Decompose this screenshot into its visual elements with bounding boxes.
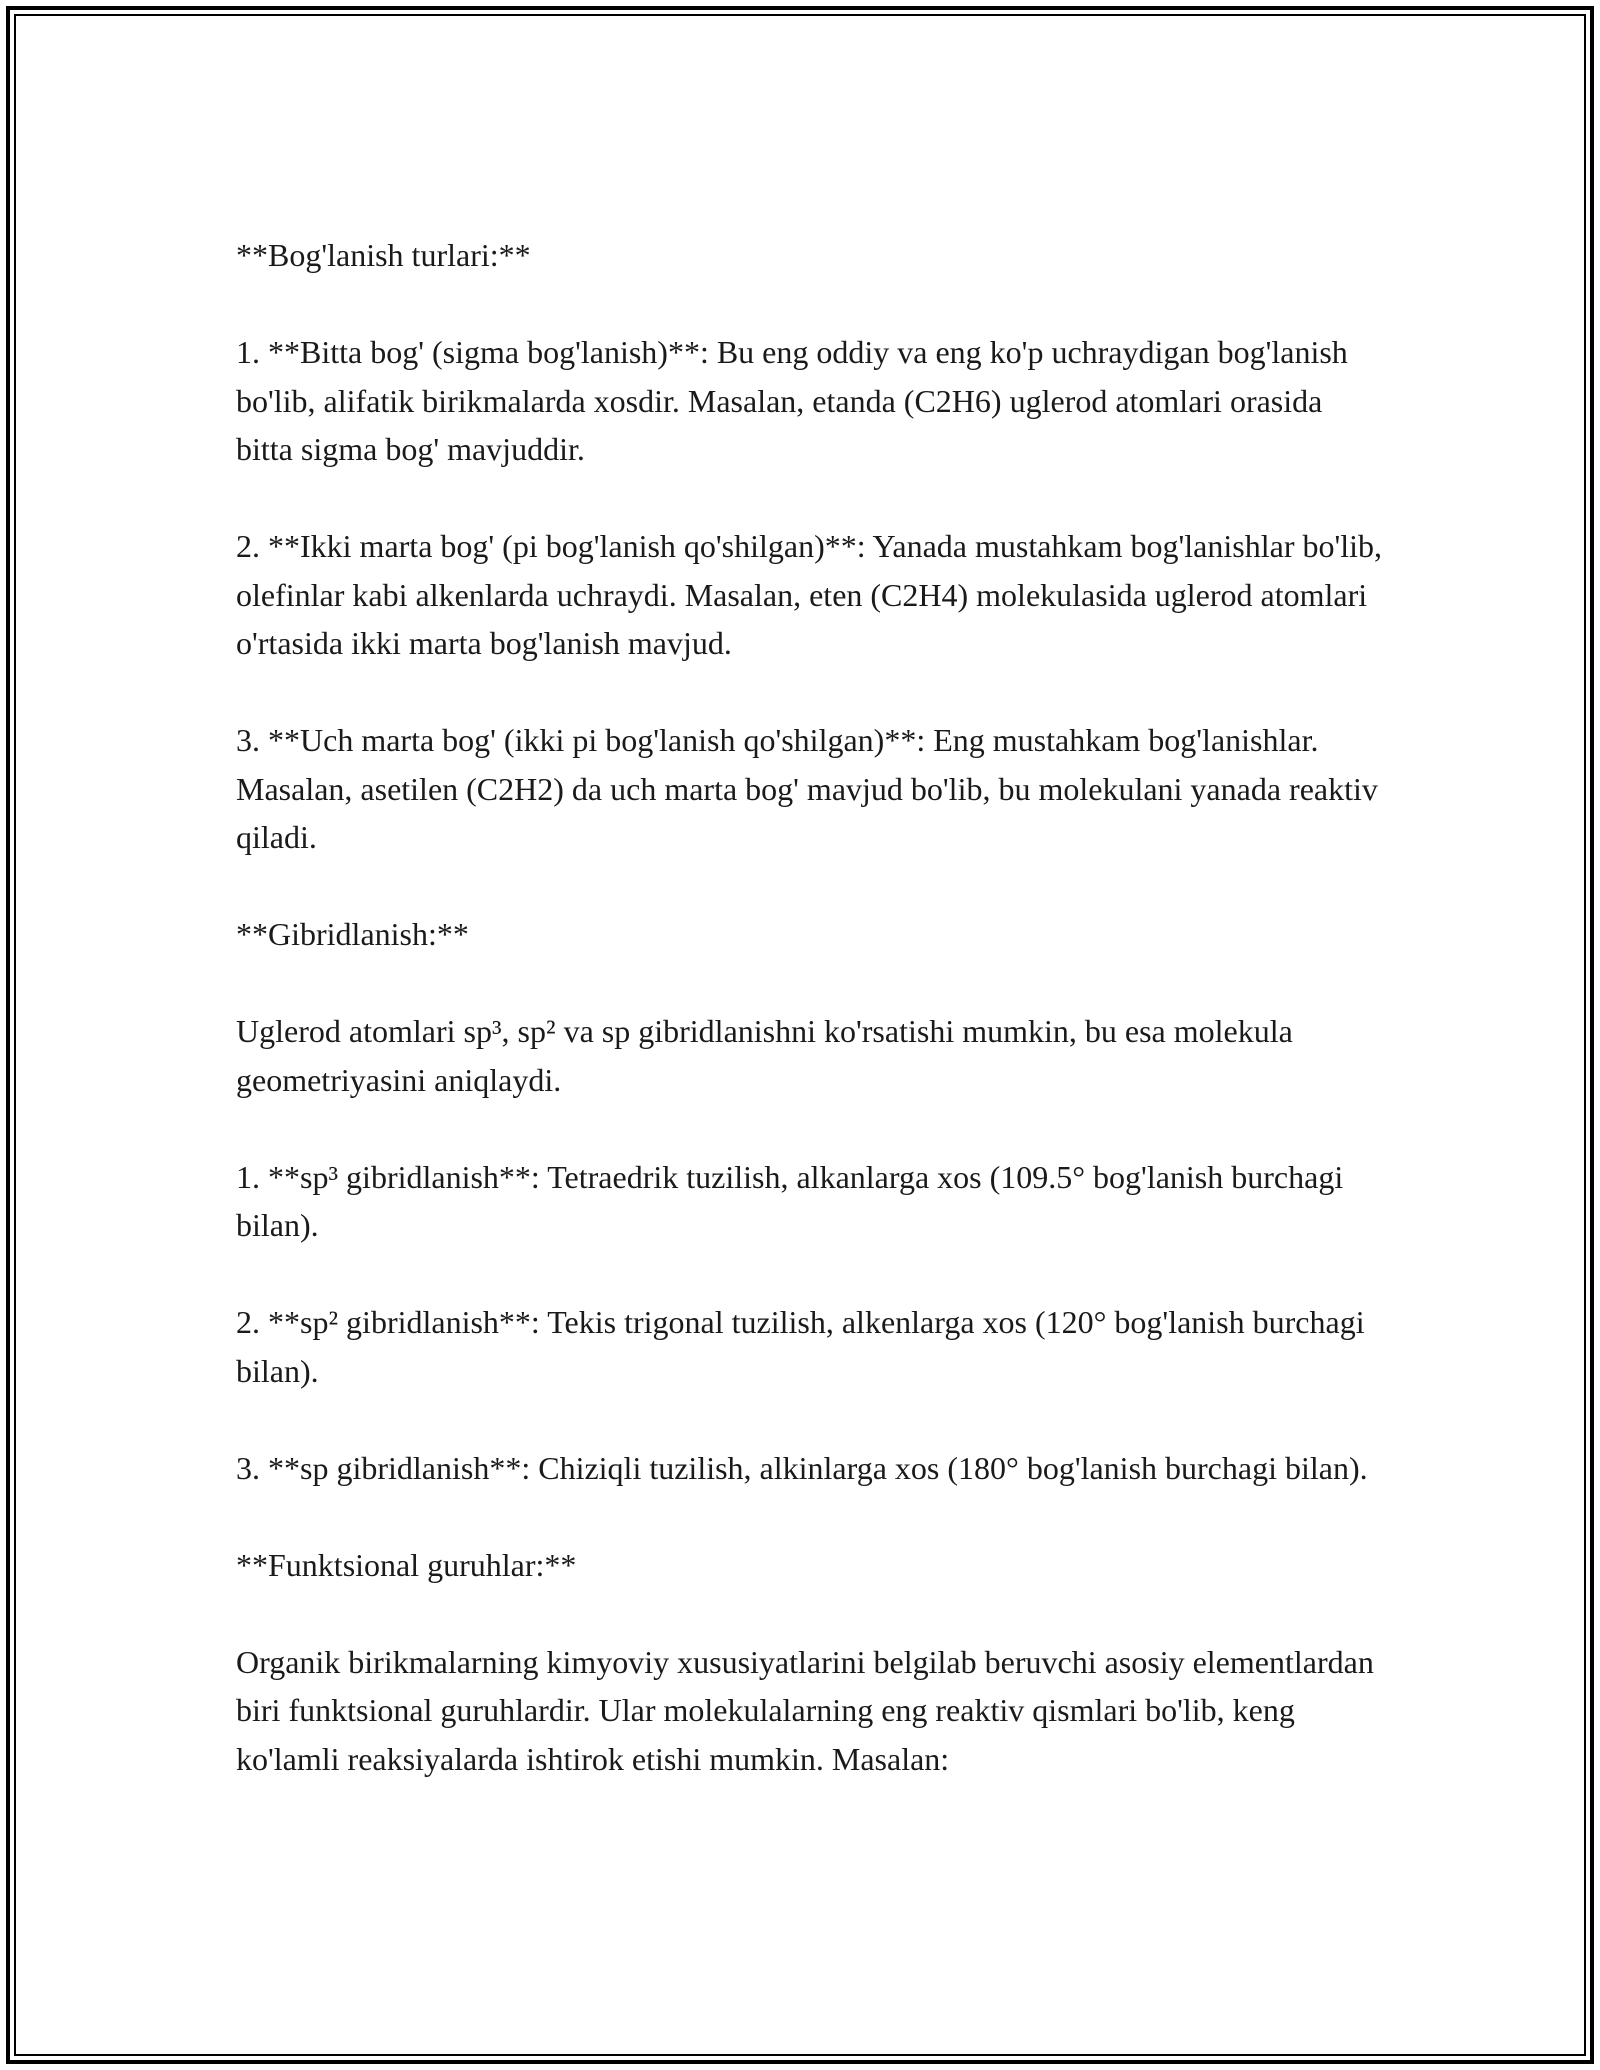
paragraph-sp2: 2. **sp² gibridlanish**: Tekis trigonal tuzilish, alkenlarga xos (120° bog'lanish burchagi bilan). xyxy=(236,1304,1365,1389)
heading-bond-types: **Bog'lanish turlari:** xyxy=(236,237,531,273)
paragraph-single-bond: 1. **Bitta bog' (sigma bog'lanish)**: Bu eng oddiy va eng ko'p uchraydigan bog'lanish bo'lib, alifatik birikmalarda xosdir. Masalan, etanda (C2H6) uglerod atomlari orasida bitta sigma bog' mavjuddir. xyxy=(236,334,1348,467)
paragraph-double-bond: 2. **Ikki marta bog' (pi bog'lanish qo'shilgan)**: Yanada mustahkam bog'lanishlar bo'lib, olefinlar kabi alkenlarda uchraydi. Masalan, eten (C2H4) molekulasida uglerod atomlari o'rtasida ikki marta bog'lanish mavjud. xyxy=(236,528,1383,661)
document-body xyxy=(236,231,1386,1832)
heading-functional-groups: **Funktsional guruhlar:** xyxy=(236,1546,577,1583)
paragraph-triple-bond: 3. **Uch marta bog' (ikki pi bog'lanish qo'shilgan)**: Eng mustahkam bog'lanishlar. Masalan, asetilen (C2H2) da uch marta bog' mavjud bo'lib, bu molekulani yanada reaktiv qiladi. xyxy=(236,722,1378,855)
heading-hybridization: **Gibridlanish:** xyxy=(236,916,469,952)
paragraph-sp3: 1. **sp³ gibridlanish**: Tetraedrik tuzilish, alkanlarga xos (109.5° bog'lanish burchagi bilan). xyxy=(236,1158,1344,1243)
paragraph-hybridization-intro: Uglerod atomlari sp³, sp² va sp gibridlanishni ko'rsatishi mumkin, bu esa molekula geometriyasini aniqlaydi. xyxy=(236,1013,1293,1098)
paragraph-functional-groups: Organik birikmalarning kimyoviy xususiyatlarini belgilab beruvchi asosiy elementlardan biri funktsional guruhlardir. Ular molekulalarning eng reaktiv qismlari bo'lib, keng ko'lamli reaksiyalarda ishtirok etishi mumkin. Masalan: xyxy=(236,1643,1374,1777)
paragraph-sp: 3. **sp gibridlanish**: Chiziqli tuzilish, alkinlarga xos (180° bog'lanish burchagi bilan). xyxy=(236,1449,1368,1486)
